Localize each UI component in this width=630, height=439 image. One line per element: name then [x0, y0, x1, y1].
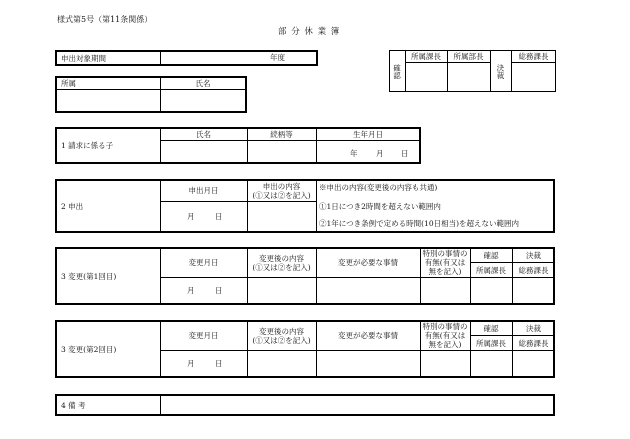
dept-label: 所属 — [61, 78, 76, 88]
change2-confirm-seal[interactable] — [471, 352, 511, 376]
request-option-2: ②1年につき条例で定める時間(10日相当)を超えない範囲内 — [319, 219, 520, 228]
period-label: 申出対象期間 — [61, 53, 106, 63]
change1-general-affairs-chief: 総務課長 — [518, 265, 549, 275]
remarks-label: 4 備 考 — [61, 400, 86, 410]
dept-input[interactable] — [57, 91, 159, 111]
birth-year-unit: 年 — [350, 149, 358, 158]
change1-content-input[interactable] — [248, 279, 315, 303]
change2-general-affairs-chief: 総務課長 — [518, 338, 549, 348]
change2-content-input[interactable] — [248, 352, 315, 376]
name-input[interactable] — [162, 91, 245, 111]
change2-section-chief: 所属課長 — [476, 338, 506, 348]
child-name-input[interactable] — [161, 142, 246, 162]
child-section-label: 1 請求に係る子 — [61, 141, 114, 150]
birth-month-unit: 月 — [376, 149, 384, 158]
change2-decision-header: 決裁 — [526, 323, 541, 333]
decision-label: 決裁 — [496, 63, 505, 79]
change2-special-header: 特別の事情の 有無(有又は 無を記入) — [422, 322, 468, 349]
request-content-header: 申出の内容 (①又は②を記入) — [252, 181, 311, 200]
change2-content-header: 変更後の内容 (①又は②を記入) — [252, 326, 311, 345]
birth-day-unit: 日 — [401, 149, 409, 158]
change1-section-label: 3 変更(第1回目) — [61, 271, 117, 281]
request-content-input[interactable] — [248, 203, 315, 231]
page-title: 部 分 休 業 簿 — [278, 27, 341, 37]
request-option-1: ①1日につき2時間を超えない範囲内 — [319, 202, 441, 211]
child-name-header: 氏名 — [196, 129, 211, 139]
form-number: 様式第5号（第11条関係） — [57, 15, 153, 24]
change1-decision-seal[interactable] — [513, 279, 554, 303]
change1-special-header: 特別の事情の 有無(有又は 無を記入) — [422, 249, 468, 276]
change1-confirm-seal[interactable] — [471, 279, 511, 303]
change2-section-label: 3 変更(第2回目) — [61, 344, 117, 354]
child-relation-header: 続柄等 — [270, 129, 293, 139]
change2-reason-header: 変更が必要な事情 — [338, 331, 398, 340]
change1-content-header: 変更後の内容 (①又は②を記入) — [252, 253, 311, 272]
change2-reason-input[interactable] — [317, 352, 419, 376]
name-label: 氏名 — [195, 78, 211, 88]
change2-special-input[interactable] — [421, 352, 469, 376]
change2-decision-seal[interactable] — [513, 352, 554, 376]
dept-chief-seal-field[interactable] — [448, 63, 489, 91]
change1-decision-header: 決裁 — [526, 250, 541, 260]
section-chief-header: 所属課長 — [411, 51, 441, 61]
change1-day-unit: 日 — [215, 286, 223, 295]
dept-chief-header: 所属部長 — [453, 51, 484, 61]
fiscal-year-unit: 年度 — [270, 53, 285, 62]
remarks-input[interactable] — [162, 396, 553, 414]
change2-month-unit: 月 — [187, 359, 195, 368]
change2-confirm-header: 確認 — [483, 323, 499, 333]
change1-special-input[interactable] — [421, 279, 469, 303]
change1-date-header: 変更月日 — [188, 258, 219, 267]
change1-month-unit: 月 — [187, 286, 195, 295]
request-section-label: 2 申出 — [61, 201, 84, 211]
change2-date-header: 変更月日 — [188, 331, 219, 340]
change2-day-unit: 日 — [215, 359, 223, 368]
period-input[interactable] — [161, 51, 261, 65]
section-chief-seal-field[interactable] — [406, 63, 446, 91]
child-relation-input[interactable] — [248, 142, 315, 162]
change1-section-chief: 所属課長 — [476, 265, 506, 275]
request-note-header: ※申出の内容(変更後の内容も共通) — [319, 183, 438, 192]
change1-confirm-header: 確認 — [483, 250, 499, 260]
general-affairs-chief-header: 総務課長 — [518, 51, 549, 61]
change1-reason-header: 変更が必要な事情 — [338, 258, 398, 267]
general-affairs-seal-field[interactable] — [512, 63, 555, 91]
child-birth-header: 生年月日 — [353, 129, 383, 139]
request-day-unit: 日 — [215, 212, 223, 221]
confirm-label: 確認 — [392, 63, 402, 79]
change1-reason-input[interactable] — [317, 279, 419, 303]
request-date-header: 申出月日 — [188, 186, 219, 195]
request-month-unit: 月 — [187, 212, 195, 221]
